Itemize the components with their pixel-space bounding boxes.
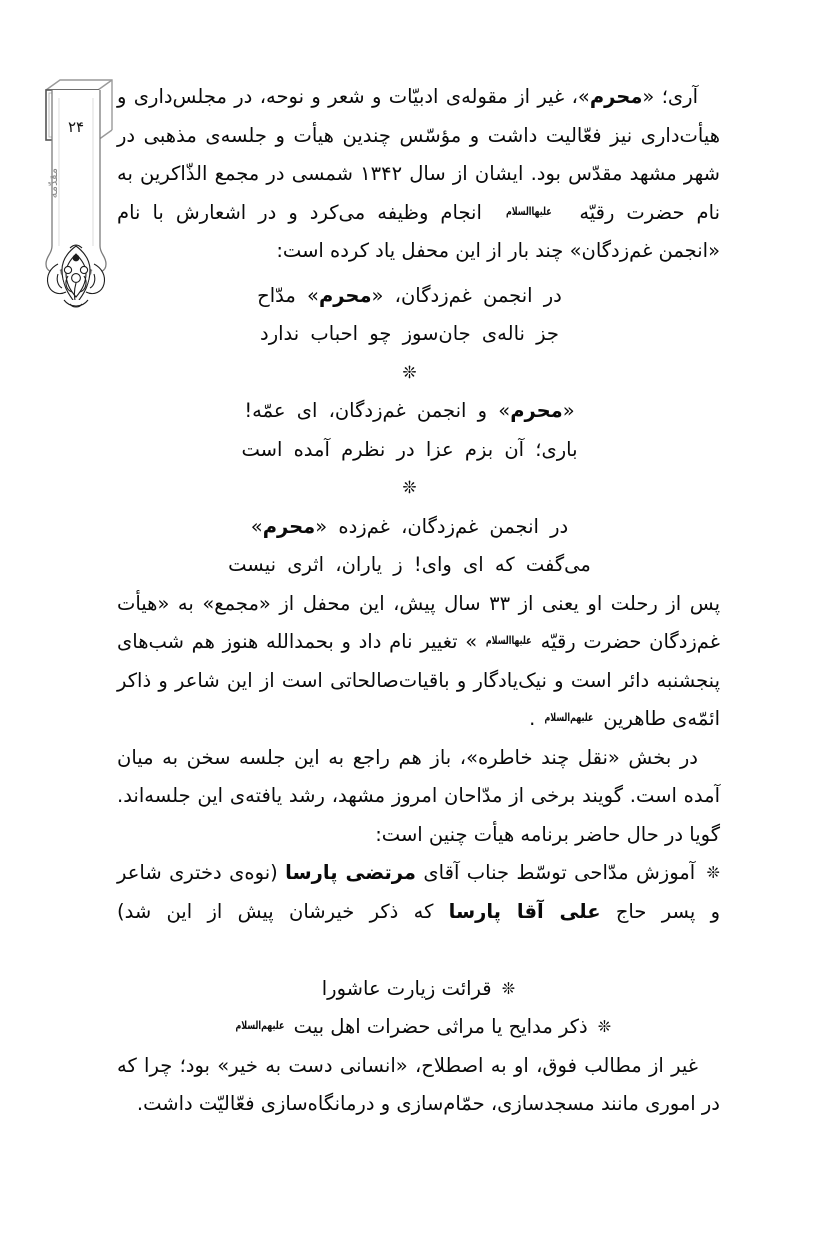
p2-part-b: » تغییر نام داد و بحمدالله هنوز هم شب‌های پنجشنبه دائر است و نیک‌یادگار و باقیات‌صالحاتی است از این شاعر و ذاکر ائمّه‌ی طاهرین xyxy=(117,630,720,730)
verse-separator-2: ❊ xyxy=(402,478,417,498)
p1-bold-moharram: محرم xyxy=(589,85,643,108)
poetry-block xyxy=(117,277,720,585)
verse-1-line-1-b: » مدّاح xyxy=(257,283,319,307)
list-item xyxy=(117,854,720,970)
verse-3-line-1 xyxy=(117,508,702,547)
verse-1-line-2: جز ناله‌ی جان‌سوز چو احباب ندارد xyxy=(260,322,559,345)
verse-3-line-2: می‌گفت که ای وای! ز یاران، اثری نیست xyxy=(228,553,591,576)
p1-part-b: »، غیر از مقوله‌ی ادبیّات و شعر و نوحه، در مجلس‌داری و هیأت‌داری نیز فعّالیت داشت و مؤسّس چندین هیأت و جلسه‌ی مذهبی در شهر مشهد مقدّس بود. ایشان از سال ۱۳۴۲ شمسی در مجمع الذّاکرین به نام حضرت رقیّه xyxy=(117,85,720,224)
bullet-1-bold-2: علی آقا پارسا xyxy=(448,899,601,923)
verse-separator-1: ❊ xyxy=(402,362,417,383)
program-list xyxy=(117,854,720,1047)
section-label: مقدّمه xyxy=(46,168,60,199)
verse-3-line-1-b: » xyxy=(250,514,263,538)
asterisk-bullet-icon: ❊ xyxy=(706,863,720,882)
page-number: ۲۴ xyxy=(67,118,85,136)
verse-2-line-1-b: » و انجمن غم‌زدگان، ای عمّه! xyxy=(244,399,511,422)
p1-part-c: انجام وظیفه می‌کرد و در اشعارش با نام «انجمن غم‌زدگان» چند بار از این محفل یاد کرده است: xyxy=(117,200,720,262)
verse-2-line-1-a: « xyxy=(562,399,575,422)
asterisk-bullet-icon: ❊ xyxy=(597,1017,612,1036)
list-item: ❊ ذکر مدایح یا مراثی حضرات اهل بیتعلیهم‌السلام xyxy=(117,1008,720,1047)
verse-2 xyxy=(117,392,720,469)
bullet-2-text: قرائت زیارت عاشورا xyxy=(321,976,498,1000)
verse-3-line-1-a: در انجمن غم‌زدگان، غم‌زده « xyxy=(315,514,569,538)
verse-1-line-1-a: در انجمن غم‌زدگان، « xyxy=(371,283,562,307)
verse-1-line-1 xyxy=(117,277,702,316)
bullet-1-part-a: آموزش مدّاحی توسّط جناب آقای xyxy=(416,861,703,884)
verse-2-line-1 xyxy=(117,392,702,431)
bullet-3-text: ذکر مدایح یا مراثی حضرات اهل بیت xyxy=(293,1015,594,1038)
verse-1 xyxy=(117,277,720,354)
bullet-1-part-c: که ذکر خیرشان پیش از این شد) xyxy=(117,899,449,923)
page-text-body xyxy=(117,78,720,1124)
paragraph-4: غیر از مطالب فوق، او به اصطلاح، «انسانی دست به خیر» بود؛ چرا که در اموری مانند مسجدسازی، حمّام‌سازی و درمانگاه‌سازی فعّالیّت داشت. xyxy=(117,1053,720,1115)
p2-part-c: . xyxy=(529,707,536,730)
p1-part-a: آری؛ « xyxy=(642,85,698,108)
verse-2-line-2: باری؛ آن بزم عزا در نظرم آمده است xyxy=(241,437,578,461)
paragraph-1: آری؛ «محرم»، غیر از مقوله‌ی ادبیّات و شعر و نوحه، در مجلس‌داری و هیأت‌داری نیز فعّالیت داشت و مؤسّس چندین هیأت و جلسه‌ی مذهبی در شهر مشهد مقدّس بود. ایشان از سال ۱۳۴۲ شمسی در مجمع الذّاکرین به نام حضرت رقیّهعلیهاالسلام انجام وظیفه می‌کرد و در اشعارش با نام «انجمن غم‌زدگان» چند بار از این محفل یاد کرده است: xyxy=(117,85,720,262)
p2-part-a: پس از رحلت او یعنی از ۳۳ سال پیش، این محفل از «مجمع» به «هیأت غم‌زدگان حضرت رقیّه xyxy=(117,591,721,653)
bullet-1-part-b: (نوه‌ی دختری شاعر و پسر حاج xyxy=(117,861,720,923)
paragraph-3: در بخش «نقل چند خاطره»، باز هم راجع به این جلسه سخن به میان آمده است. گویند برخی از مدّاحان امروز مشهد، رشد یافته‌ی این جلسه‌اند. گویا در حال حاضر برنامه هیأت چنین است: xyxy=(117,745,720,846)
verse-3-bold: محرم xyxy=(262,514,316,538)
verse-3 xyxy=(117,508,720,585)
bullet-1-bold-1: مرتضی پارسا xyxy=(285,861,416,884)
verse-1-bold: محرم xyxy=(318,283,372,307)
paragraph-2: پس از رحلت او یعنی از ۳۳ سال پیش، این محفل از «مجمع» به «هیأت غم‌زدگان حضرت رقیّهعلیهاالسلام» تغییر نام داد و بحمدالله هنوز هم شب‌های پنجشنبه دائر است و نیک‌یادگار و باقیات‌صالحاتی است از این شاعر و ذاکر ائمّه‌ی طاهرینعلیهم‌السلام. xyxy=(117,591,721,730)
list-item xyxy=(117,970,720,1009)
verse-2-bold: محرم xyxy=(510,399,563,422)
asterisk-bullet-icon: ❊ xyxy=(501,978,516,998)
